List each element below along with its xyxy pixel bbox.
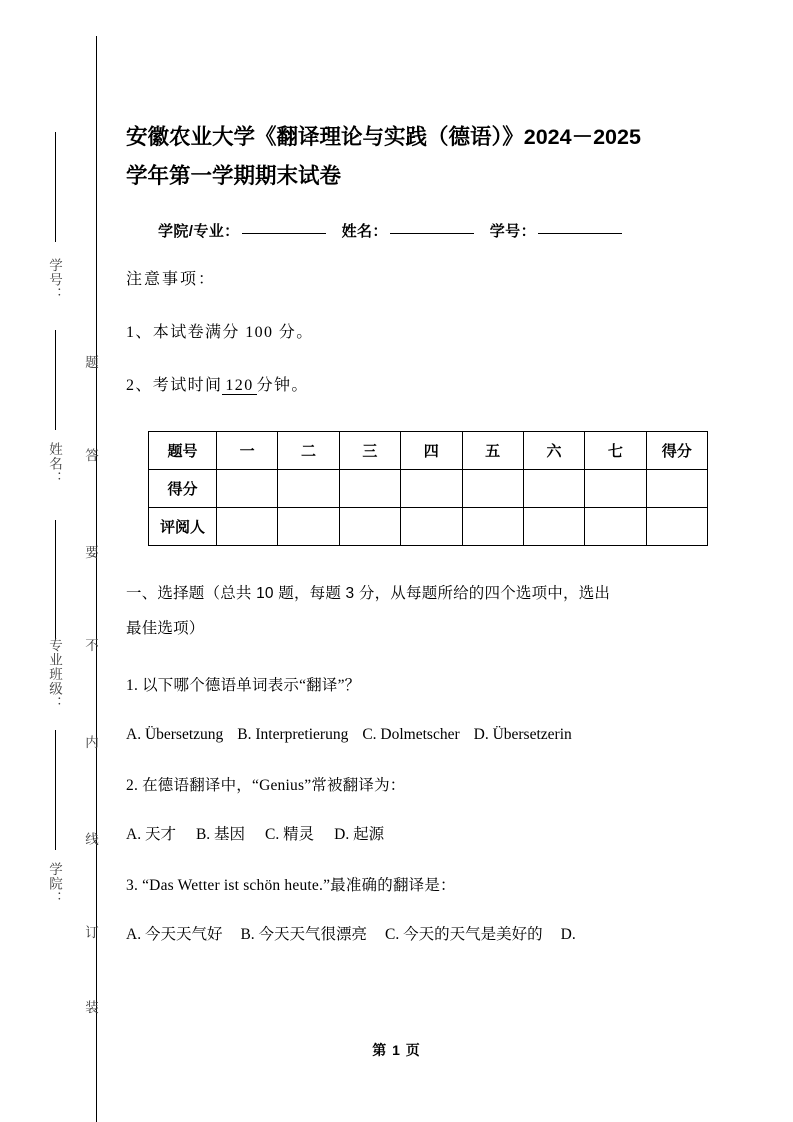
college-major-input[interactable] (242, 233, 326, 234)
page-title-line1: 安徽农业大学《翻译理论与实践（德语）》2024－2025 (126, 125, 641, 149)
grader-cell[interactable] (217, 508, 278, 546)
student-id-input[interactable] (538, 233, 622, 234)
score-table-header-7: 七 (585, 432, 646, 470)
grader-cell[interactable] (401, 508, 462, 546)
grader-cell[interactable] (585, 508, 646, 546)
question-3-option-c[interactable]: C. 今天的天气是美好的 (385, 926, 543, 943)
question-1-option-c[interactable]: C. Dolmetscher (362, 726, 460, 743)
score-table-header-3: 三 (339, 432, 400, 470)
section-1-heading-line1: 一、选择题（总共 10 题，每题 3 分，从每题所给的四个选项中，选出 (126, 585, 611, 602)
score-cell[interactable] (339, 470, 400, 508)
section-1-heading-line2: 最佳选项） (126, 620, 205, 637)
binding-notice-char-ti: 题 (83, 355, 98, 370)
question-1-option-b[interactable]: B. Interpretierung (237, 726, 349, 743)
student-id-label: 学号： (489, 223, 536, 240)
question-3-options (126, 897, 712, 946)
score-cell[interactable] (278, 470, 339, 508)
binding-notice-char-nei: 内 (83, 735, 98, 750)
exam-duration-value: 120 (222, 377, 256, 395)
question-3-option-b[interactable]: B. 今天天气很漂亮 (240, 926, 368, 943)
grader-cell[interactable] (278, 508, 339, 546)
grader-cell[interactable] (523, 508, 584, 546)
binding-notice-char-da: 答 (83, 448, 98, 463)
grader-cell[interactable] (339, 508, 400, 546)
table-row (149, 432, 708, 470)
score-table-header-6: 六 (523, 432, 584, 470)
name-field (342, 223, 480, 240)
college-major-label: 学院/专业： (158, 223, 240, 240)
score-table (148, 431, 708, 546)
question-2-option-d[interactable]: D. 起源 (334, 826, 385, 843)
notice-item-2 (126, 342, 712, 395)
name-label: 姓名： (341, 223, 388, 240)
notice-item-2-suffix: 分钟。 (256, 377, 309, 394)
binding-field-college: 学院： (47, 862, 62, 906)
question-2-option-a[interactable]: A. 天才 (126, 826, 176, 843)
question-2-option-c[interactable]: C. 精灵 (265, 826, 315, 843)
notice-heading: 注意事项： (126, 271, 217, 288)
question-2-options (126, 797, 712, 846)
question-3-option-d[interactable]: D. (560, 926, 576, 943)
binding-field-class: 专业班级： (47, 638, 62, 711)
score-table-header-1: 一 (217, 432, 278, 470)
page-title-line2: 学年第一学期期末试卷 (126, 164, 342, 188)
score-table-row-label-number: 题号 (149, 432, 217, 470)
binding-notice-char-yao: 要 (83, 545, 98, 560)
binding-main-vertical-line (96, 36, 97, 1122)
score-cell[interactable] (462, 470, 523, 508)
grader-cell[interactable] (462, 508, 523, 546)
table-row (149, 508, 708, 546)
score-cell[interactable] (217, 470, 278, 508)
question-3-option-a[interactable]: A. 今天天气好 (126, 926, 223, 943)
binding-notice-char-zhuang: 装 (83, 1000, 98, 1015)
score-cell[interactable] (585, 470, 646, 508)
score-table-header-4: 四 (401, 432, 462, 470)
binding-notice-char-xian: 线 (83, 832, 98, 847)
score-table-header-2: 二 (278, 432, 339, 470)
question-1-stem: 1. 以下哪个德语单词表示“翻译”？ (126, 677, 361, 694)
page-footer (0, 1040, 793, 1060)
exam-paper-body (126, 0, 712, 946)
student-info-line (126, 196, 712, 241)
binding-rule-segment (55, 330, 56, 430)
question-1-options (126, 697, 712, 746)
score-table-row-label-score: 得分 (149, 470, 217, 508)
question-1-option-d[interactable]: D. Übersetzerin (473, 726, 572, 743)
binding-rule-segment (55, 520, 56, 640)
grader-cell[interactable] (646, 508, 707, 546)
question-3-stem: 3. “Das Wetter ist schön heute.”最准确的翻译是： (126, 877, 456, 894)
score-cell[interactable] (401, 470, 462, 508)
page-number: 第 1 页 (372, 1042, 421, 1058)
score-table-header-5: 五 (462, 432, 523, 470)
student-id-field (490, 223, 628, 240)
notice-item-2-prefix: 2、考试时间 (126, 377, 223, 394)
question-2-option-b[interactable]: B. 基因 (195, 826, 246, 843)
binding-field-student-id: 学号： (47, 258, 62, 302)
binding-rule-segment (55, 730, 56, 850)
binding-notice-char-bu: 不 (83, 638, 98, 653)
table-row (149, 470, 708, 508)
college-major-field (158, 223, 332, 240)
binding-rule-segment (55, 132, 56, 242)
binding-margin (0, 0, 110, 1122)
page-title (126, 0, 712, 196)
score-table-row-label-grader: 评阅人 (149, 508, 217, 546)
question-2-stem: 2. 在德语翻译中，“Genius”常被翻译为： (126, 777, 406, 794)
name-input[interactable] (390, 233, 474, 234)
binding-field-name: 姓名： (47, 442, 62, 486)
question-1-option-a[interactable]: A. Übersetzung (126, 726, 224, 743)
score-table-header-total: 得分 (646, 432, 707, 470)
binding-notice-char-ding: 订 (83, 925, 98, 940)
score-cell[interactable] (646, 470, 707, 508)
notice-item-1: 1、本试卷满分 100 分。 (126, 324, 314, 341)
section-1-heading (126, 546, 712, 646)
score-cell[interactable] (523, 470, 584, 508)
